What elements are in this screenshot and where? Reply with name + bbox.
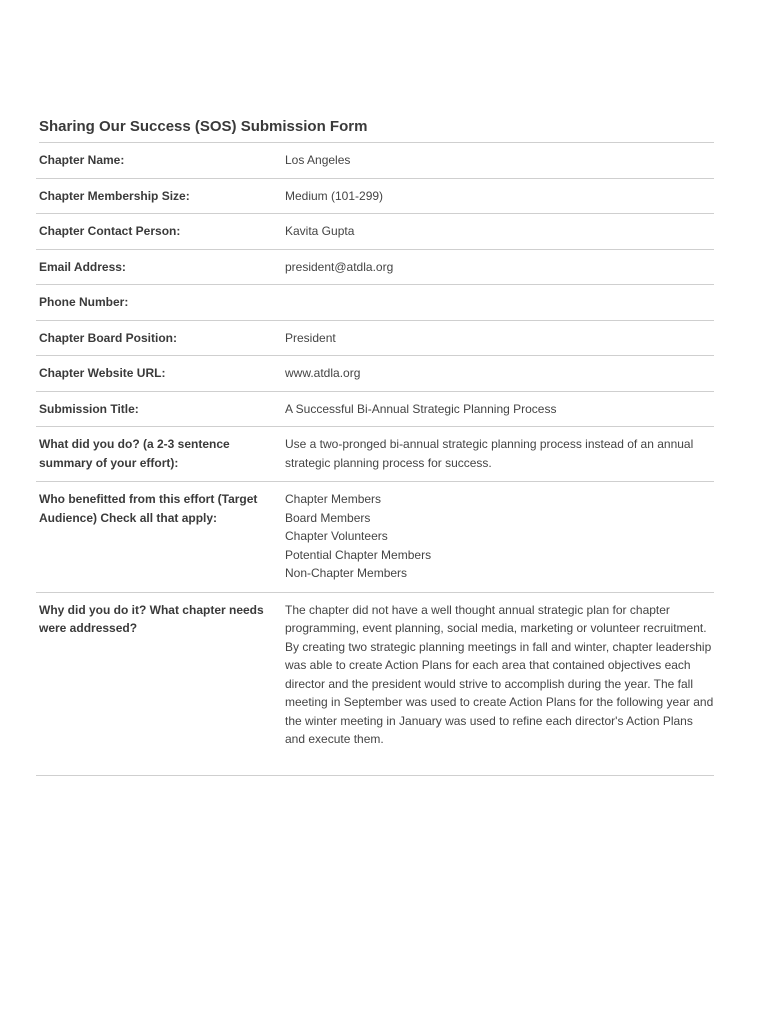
field-row-phone-number [36,285,714,321]
form-title: Sharing Our Success (SOS) Submission Form [39,116,714,143]
field-row-board-position [36,321,714,357]
field-label: Email Address: [39,259,126,274]
field-label: Chapter Membership Size: [39,188,190,203]
field-row-contact-person [36,214,714,250]
field-value: president@atdla.org [285,259,394,274]
field-label: Chapter Board Position: [39,330,178,345]
field-label: Submission Title: [39,401,139,416]
field-value [285,293,714,312]
field-value: Los Angeles [285,153,351,167]
form-fields [36,143,714,776]
field-row-chapter-name [36,143,714,179]
field-label: Phone Number: [39,295,129,309]
field-value: Use a two-pronged bi-annual strategic planning process instead of an annual strategic planning process for success. [285,437,694,470]
field-label: Who benefitted from this effort (Target Audience) Check all that apply: [39,492,258,525]
field-label: What did you do? (a 2-3 sentence summary of your effort): [39,437,230,470]
field-label: Chapter Name: [39,153,125,167]
field-row-summary [36,427,714,482]
field-row-target-audience [36,482,714,593]
field-row-website-url [36,356,714,392]
field-label: Chapter Website URL: [39,366,166,380]
audience-item: Chapter Members [285,492,382,506]
field-value: Medium (101-299) [285,188,384,203]
audience-item: Non-Chapter Members [285,566,408,580]
audience-item: Potential Chapter Members [285,547,432,562]
audience-item: Board Members [285,510,371,525]
field-value: Kavita Gupta [285,224,355,238]
field-value: The chapter did not have a well thought annual strategic plan for chapter programming, event planning, social media, marketing or volunteer recruitment. By creating two strategic planning meetings in fall and winter, chapter leadership was able to create Action Plans for each area that contained objectives each director and the president would strive to accomplish during the year. The fall meeting in September was used to create Action Plans for the following year and the winter meeting in January was used to refine each director's Action Plans and execute them. [285,602,714,746]
field-value: President [285,330,336,345]
field-label: Chapter Contact Person: [39,224,181,238]
field-row-why [36,593,714,776]
field-value: www.atdla.org [285,366,361,380]
target-audience-list [285,490,714,583]
field-row-membership-size [36,179,714,215]
audience-item: Chapter Volunteers [285,529,388,543]
field-row-email-address [36,250,714,286]
submission-form [36,116,714,776]
field-value: A Successful Bi-Annual Strategic Planning Process [285,401,557,416]
field-row-submission-title [36,392,714,428]
field-label: Why did you do it? What chapter needs were addressed? [39,602,264,635]
